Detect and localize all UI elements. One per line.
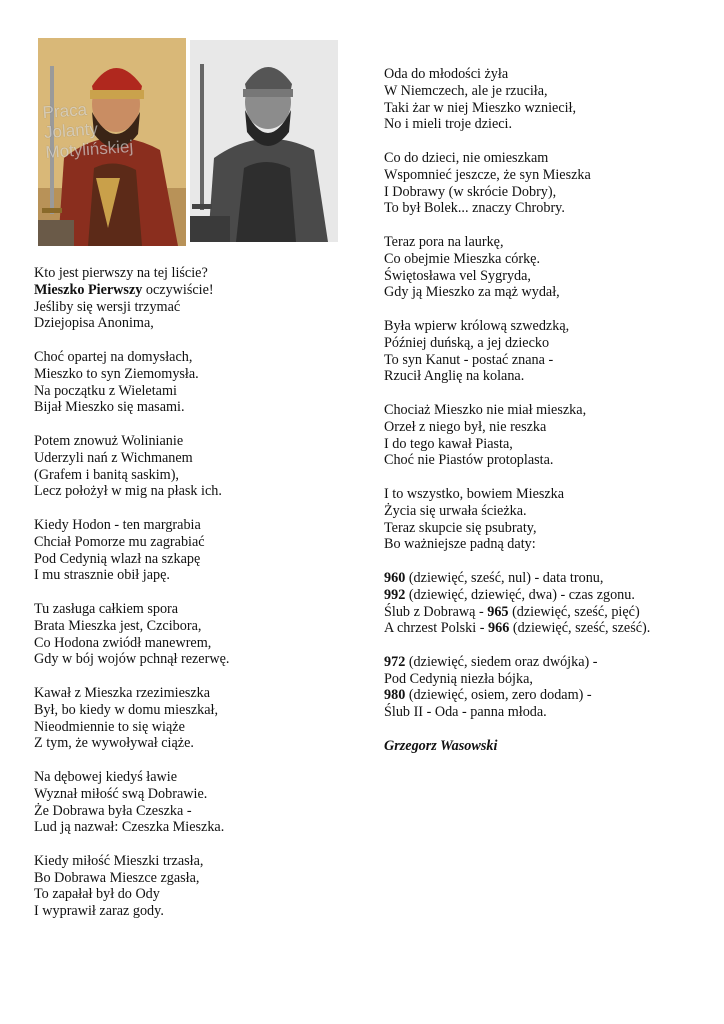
verse-text: Gdy ją Mieszko za mąż wydał, xyxy=(384,284,560,301)
verse-line xyxy=(384,150,714,167)
verse-line xyxy=(34,819,354,836)
verse-line xyxy=(384,268,714,285)
verse-text: Pod Cedynią niezła bójka, xyxy=(384,670,533,687)
verse-text: Jeśliby się wersji trzymać xyxy=(34,298,181,315)
verse-text: Bo Dobrawa Mieszce zgasła, xyxy=(34,869,200,886)
verse-line xyxy=(34,685,354,702)
right-stanzas xyxy=(384,66,714,721)
verse-text: Że Dobrawa była Czeszka - xyxy=(34,802,192,819)
verse-line xyxy=(34,635,354,652)
verse-line xyxy=(34,886,354,903)
verse-text: Co obejmie Mieszka córkę. xyxy=(384,250,541,267)
verse-text: Wyznał miłość swą Dobrawie. xyxy=(34,785,208,802)
verse-line xyxy=(384,368,714,385)
verse-text: Świętosława vel Sygryda, xyxy=(384,267,531,284)
verse-text: (dziewięć, dziewięć, dwa) - czas zgonu. xyxy=(405,586,635,603)
verse-text: (dziewięć, osiem, zero dodam) - xyxy=(405,687,592,704)
verse-text: Kiedy Hodon - ten margrabia xyxy=(34,516,201,533)
verse-line xyxy=(34,735,354,752)
verse-text: Chciał Pomorze mu zagrabiać xyxy=(34,533,205,550)
verse-line xyxy=(384,704,714,721)
verse-line xyxy=(384,352,714,369)
verse-text: No i mieli troje dzieci. xyxy=(384,116,513,133)
verse-line xyxy=(34,870,354,887)
verse-text: Chociaż Mieszko nie miał mieszka, xyxy=(384,401,587,418)
verse-text: Lecz położył w mig na płask ich. xyxy=(34,483,222,500)
verse-line xyxy=(34,786,354,803)
verse-line xyxy=(34,702,354,719)
verse-text: Rzucił Anglię na kolana. xyxy=(384,368,525,385)
verse-line xyxy=(34,366,354,383)
verse-line xyxy=(34,903,354,920)
verse-line xyxy=(384,536,714,553)
emphasized-text: 965 xyxy=(487,603,509,620)
verse-line xyxy=(384,452,714,469)
verse-text: Bijał Mieszko się masami. xyxy=(34,399,185,416)
verse-line xyxy=(34,450,354,467)
verse-text: I do tego kawał Piasta, xyxy=(384,435,513,452)
verse-line xyxy=(34,651,354,668)
engraving-portrait-drawing xyxy=(190,40,338,242)
verse-text: (dziewięć, siedem oraz dwójka) - xyxy=(405,653,598,670)
verse-line xyxy=(384,83,714,100)
verse-text: To był Bolek... znaczy Chrobry. xyxy=(384,200,565,217)
verse-text: Kawał z Mieszka rzezimieszka xyxy=(34,684,211,701)
verse-line xyxy=(34,315,354,332)
stanza xyxy=(34,517,354,584)
verse-line xyxy=(34,282,354,299)
verse-text: Pod Cedynią wlazł na szkapę xyxy=(34,550,201,567)
stanza xyxy=(384,234,714,301)
color-portrait-image xyxy=(38,38,186,246)
verse-text: A chrzest Polski - xyxy=(384,620,489,637)
verse-line xyxy=(384,66,714,83)
verse-line xyxy=(384,687,714,704)
verse-text: Uderzyli nań z Wichmanem xyxy=(34,449,193,466)
verse-text: To zapałał był do Ody xyxy=(34,886,160,903)
verse-text: Oda do młodości żyła xyxy=(384,66,509,82)
verse-line xyxy=(384,587,714,604)
verse-line xyxy=(384,200,714,217)
verse-line xyxy=(34,483,354,500)
verse-text: I to wszystko, bowiem Mieszka xyxy=(384,485,565,502)
emphasized-text: 966 xyxy=(488,620,510,637)
verse-text: To syn Kanut - postać znana - xyxy=(384,351,554,368)
stanza xyxy=(384,486,714,553)
verse-text: Dziejopisa Anonima, xyxy=(34,315,154,332)
verse-line xyxy=(34,618,354,635)
verse-line xyxy=(384,167,714,184)
verse-text: (dziewięć, sześć, pięć) xyxy=(508,603,640,620)
stanza xyxy=(34,853,354,920)
verse-text: Z tym, że wywoływał ciąże. xyxy=(34,735,194,752)
verse-text: oczywiście! xyxy=(142,281,214,298)
verse-line xyxy=(384,671,714,688)
verse-line xyxy=(34,769,354,786)
verse-text: Później duńską, a jej dziecko xyxy=(384,334,550,351)
verse-text: Lud ją nazwał: Czeszka Mieszka. xyxy=(34,819,225,836)
verse-line xyxy=(34,399,354,416)
author-signature: Grzegorz Wasowski xyxy=(384,737,498,754)
verse-line xyxy=(384,570,714,587)
verse-line xyxy=(34,551,354,568)
verse-text: I wyprawił zaraz gody. xyxy=(34,903,164,920)
verse-line xyxy=(34,349,354,366)
verse-line xyxy=(34,433,354,450)
verse-line xyxy=(384,503,714,520)
verse-text: Mieszko to syn Ziemomysła. xyxy=(34,365,199,382)
verse-text: Ślub z Dobrawą - xyxy=(384,603,488,620)
verse-text: Teraz pora na laurkę, xyxy=(384,233,504,250)
stanza xyxy=(384,150,714,217)
verse-text: Na dębowej kiedyś ławie xyxy=(34,768,178,785)
verse-text: Teraz skupcie się psubraty, xyxy=(384,519,537,536)
stanza xyxy=(34,601,354,668)
verse-text: Życia się urwała ścieżka. xyxy=(384,502,527,519)
verse-line xyxy=(34,467,354,484)
verse-line xyxy=(384,184,714,201)
verse-text: Ślub II - Oda - panna młoda. xyxy=(384,704,547,721)
verse-text: Gdy w bój wojów pchnął rezerwę. xyxy=(34,651,230,668)
poem-left-column xyxy=(34,265,354,937)
stanza xyxy=(34,685,354,752)
verse-text: Co Hodona zwiódł manewrem, xyxy=(34,634,212,651)
verse-line xyxy=(384,520,714,537)
emphasized-text: 980 xyxy=(384,687,406,704)
verse-text: Bo ważniejsze padną daty: xyxy=(384,536,536,553)
stanza xyxy=(34,769,354,836)
emphasized-text: 960 xyxy=(384,569,406,586)
emphasized-text: 992 xyxy=(384,586,406,603)
stanza xyxy=(384,402,714,469)
verse-text: Taki żar w niej Mieszko wzniecił, xyxy=(384,99,577,116)
verse-line xyxy=(384,100,714,117)
watermark-text: Praca Jolanty Motylińskiej xyxy=(42,100,134,162)
verse-line xyxy=(34,853,354,870)
verse-text: Choć opartej na domysłach, xyxy=(34,348,193,365)
stanza xyxy=(384,654,714,721)
verse-line xyxy=(34,383,354,400)
poem-right-column xyxy=(384,66,714,755)
stanza xyxy=(34,433,354,500)
verse-line xyxy=(384,419,714,436)
verse-line xyxy=(34,299,354,316)
stanza xyxy=(34,265,354,332)
emphasized-text: 972 xyxy=(384,653,406,670)
verse-line xyxy=(384,402,714,419)
verse-line xyxy=(34,517,354,534)
verse-line xyxy=(34,534,354,551)
verse-line xyxy=(384,436,714,453)
verse-line xyxy=(384,318,714,335)
verse-text: Kiedy miłość Mieszki trzasła, xyxy=(34,852,204,869)
verse-line xyxy=(384,284,714,301)
verse-line xyxy=(34,265,354,282)
verse-text: Potem znowuż Wolinianie xyxy=(34,432,184,449)
verse-line xyxy=(384,335,714,352)
verse-line xyxy=(384,620,714,637)
verse-text: Kto jest pierwszy na tej liście? xyxy=(34,265,208,281)
verse-line xyxy=(34,601,354,618)
verse-text: (dziewięć, sześć, sześć). xyxy=(509,620,651,637)
emphasized-text: Mieszko Pierwszy xyxy=(34,281,143,298)
engraving-portrait-image xyxy=(190,40,338,242)
verse-text: W Niemczech, ale je rzuciła, xyxy=(384,82,548,99)
verse-line xyxy=(384,654,714,671)
verse-text: (dziewięć, sześć, nul) - data tronu, xyxy=(405,569,604,586)
verse-text: Choć nie Piastów protoplasta. xyxy=(384,452,554,469)
verse-line xyxy=(384,234,714,251)
verse-text: (Grafem i banitą saskim), xyxy=(34,466,179,483)
verse-line xyxy=(384,604,714,621)
verse-text: Tu zasługa całkiem spora xyxy=(34,600,179,617)
verse-text: I mu strasznie obił japę. xyxy=(34,567,170,584)
verse-text: I Dobrawy (w skrócie Dobry), xyxy=(384,183,557,200)
verse-line xyxy=(384,486,714,503)
verse-text: Brata Mieszka jest, Czcibora, xyxy=(34,617,202,634)
verse-line xyxy=(34,567,354,584)
verse-line xyxy=(384,116,714,133)
verse-text: Wspomnieć jeszcze, że syn Mieszka xyxy=(384,166,591,183)
verse-text: Na początku z Wieletami xyxy=(34,382,177,399)
verse-text: Orzeł z niego był, nie reszka xyxy=(384,418,547,435)
stanza xyxy=(384,318,714,385)
verse-text: Nieodmiennie to się wiąże xyxy=(34,718,185,735)
stanza xyxy=(384,66,714,133)
verse-line xyxy=(34,803,354,820)
verse-line xyxy=(34,719,354,736)
verse-text: Był, bo kiedy w domu mieszkał, xyxy=(34,701,219,718)
verse-line xyxy=(384,251,714,268)
stanza xyxy=(384,570,714,637)
stanza xyxy=(34,349,354,416)
verse-text: Była wpierw królową szwedzką, xyxy=(384,317,570,334)
verse-text: Co do dzieci, nie omieszkam xyxy=(384,149,549,166)
